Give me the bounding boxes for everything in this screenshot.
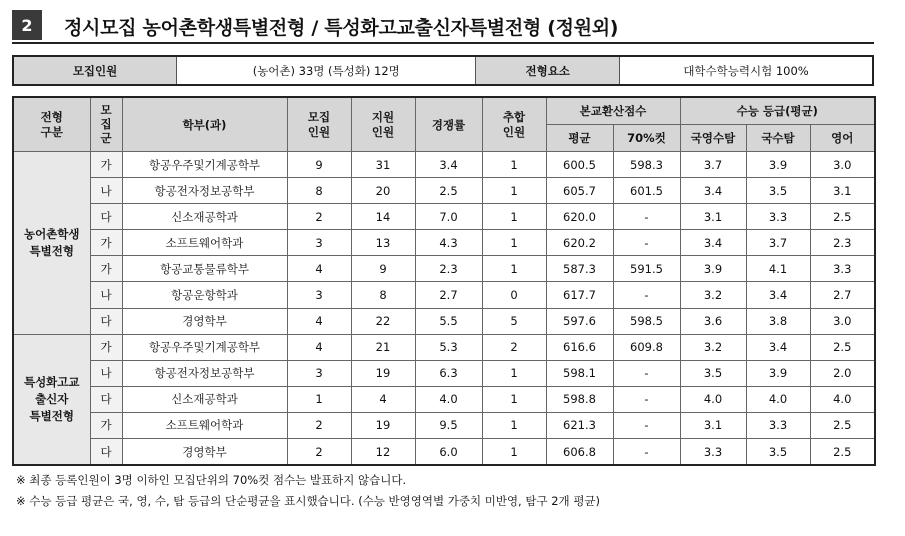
table-row (13, 412, 875, 438)
cell-avg: 600.5 (546, 152, 613, 178)
cell-eng: 2.5 (810, 412, 875, 438)
cell-dept: 항공교통물류학부 (122, 256, 287, 282)
header-eng: 영어 (810, 125, 875, 152)
cell-gun: 가 (90, 412, 122, 438)
table-row (13, 204, 875, 230)
cell-cut70: 591.5 (613, 256, 680, 282)
cell-kor-math-inq: 3.9 (680, 256, 746, 282)
cell-added: 1 (482, 360, 546, 386)
cell-dept: 항공전자정보공학부 (122, 360, 287, 386)
cell-quota: 2 (287, 439, 351, 466)
cell-eng: 3.3 (810, 256, 875, 282)
cell-added: 1 (482, 386, 546, 412)
table-row (13, 178, 875, 204)
table-row (13, 282, 875, 308)
cell-avg: 597.6 (546, 308, 613, 334)
cell-kor-math-sci: 3.5 (746, 439, 810, 466)
cell-ratio: 6.3 (415, 360, 482, 386)
cell-dept: 신소재공학과 (122, 204, 287, 230)
cell-added: 1 (482, 178, 546, 204)
cell-added: 1 (482, 439, 546, 466)
footnote: ※ 수능 등급 평균은 국, 영, 수, 탐 등급의 단순평균을 표시했습니다. (수능 반영영역별 가중치 미반영, 탐구 2개 평균) (16, 494, 601, 508)
cell-applicants: 13 (351, 230, 415, 256)
cell-cut70: - (613, 204, 680, 230)
cell-applicants: 21 (351, 334, 415, 360)
cell-gun: 나 (90, 360, 122, 386)
cell-quota: 2 (287, 412, 351, 438)
cell-eng: 2.5 (810, 204, 875, 230)
cell-avg: 620.2 (546, 230, 613, 256)
cell-eng: 2.7 (810, 282, 875, 308)
table-row (13, 334, 875, 360)
cell-quota: 2 (287, 204, 351, 230)
cell-kor-math-sci: 3.4 (746, 282, 810, 308)
cell-avg: 620.0 (546, 204, 613, 230)
table-row (13, 230, 875, 256)
cell-eng: 3.0 (810, 308, 875, 334)
cell-cut70: 598.5 (613, 308, 680, 334)
cell-ratio: 2.3 (415, 256, 482, 282)
table-row (13, 360, 875, 386)
cell-quota: 9 (287, 152, 351, 178)
cell-kor-math-sci: 3.9 (746, 152, 810, 178)
track-group-name: 농어촌학생 특별전형 (13, 152, 90, 335)
cell-applicants: 9 (351, 256, 415, 282)
cell-cut70: 598.3 (613, 152, 680, 178)
table-row (13, 308, 875, 334)
cell-kor-math-sci: 3.3 (746, 204, 810, 230)
cell-quota: 3 (287, 360, 351, 386)
cell-cut70: - (613, 412, 680, 438)
cell-dept: 소프트웨어학과 (122, 230, 287, 256)
cell-ratio: 3.4 (415, 152, 482, 178)
section-number-badge: 2 (12, 10, 42, 40)
cell-kor-math-inq: 3.3 (680, 439, 746, 466)
cell-kor-math-sci: 3.7 (746, 230, 810, 256)
cell-gun: 가 (90, 152, 122, 178)
quota-label: 모집인원 (13, 56, 177, 85)
cell-kor-math-inq: 3.1 (680, 412, 746, 438)
cell-applicants: 20 (351, 178, 415, 204)
cell-added: 1 (482, 256, 546, 282)
cell-kor-math-inq: 3.4 (680, 230, 746, 256)
cell-quota: 1 (287, 386, 351, 412)
header-kor-math-inq: 국영수탐 (680, 125, 746, 152)
cell-gun: 가 (90, 230, 122, 256)
header-added: 추합 인원 (482, 97, 546, 152)
cell-kor-math-inq: 3.4 (680, 178, 746, 204)
cell-quota: 4 (287, 334, 351, 360)
cell-kor-math-sci: 3.3 (746, 412, 810, 438)
header-applicants: 지원 인원 (351, 97, 415, 152)
cell-gun: 다 (90, 308, 122, 334)
header-track: 전형 구분 (13, 97, 90, 152)
header-avg: 평균 (546, 125, 613, 152)
element-label: 전형요소 (476, 56, 620, 85)
cell-dept: 항공전자정보공학부 (122, 178, 287, 204)
cell-gun: 다 (90, 439, 122, 466)
cell-avg: 598.8 (546, 386, 613, 412)
cell-ratio: 2.5 (415, 178, 482, 204)
cell-quota: 3 (287, 282, 351, 308)
table-row (13, 439, 875, 466)
cell-kor-math-inq: 3.7 (680, 152, 746, 178)
cell-ratio: 2.7 (415, 282, 482, 308)
cell-gun: 다 (90, 386, 122, 412)
cell-dept: 경영학부 (122, 439, 287, 466)
section-header (12, 10, 874, 44)
cell-added: 1 (482, 152, 546, 178)
cell-ratio: 4.0 (415, 386, 482, 412)
header-quota: 모집 인원 (287, 97, 351, 152)
header-cut70: 70%컷 (613, 125, 680, 152)
cell-added: 1 (482, 204, 546, 230)
header-kor-math-sci: 국수탐 (746, 125, 810, 152)
header-dept: 학부(과) (122, 97, 287, 152)
cell-applicants: 4 (351, 386, 415, 412)
cell-applicants: 12 (351, 439, 415, 466)
cell-cut70: - (613, 439, 680, 466)
cell-kor-math-sci: 3.9 (746, 360, 810, 386)
footnote: ※ 최종 등록인원이 3명 이하인 모집단위의 70%컷 점수는 발표하지 않습니다. (16, 473, 407, 487)
cell-added: 0 (482, 282, 546, 308)
cell-eng: 4.0 (810, 386, 875, 412)
cell-quota: 4 (287, 256, 351, 282)
summary-table (12, 55, 874, 86)
cell-avg: 621.3 (546, 412, 613, 438)
cell-quota: 8 (287, 178, 351, 204)
cell-avg: 617.7 (546, 282, 613, 308)
cell-gun: 다 (90, 204, 122, 230)
cell-dept: 항공운항학과 (122, 282, 287, 308)
cell-kor-math-sci: 3.8 (746, 308, 810, 334)
cell-avg: 598.1 (546, 360, 613, 386)
cell-applicants: 8 (351, 282, 415, 308)
cell-eng: 2.3 (810, 230, 875, 256)
cell-cut70: - (613, 360, 680, 386)
cell-dept: 소프트웨어학과 (122, 412, 287, 438)
header-gun: 모집군 (90, 97, 122, 152)
quota-value: (농어촌) 33명 (특성화) 12명 (177, 56, 476, 85)
cell-quota: 3 (287, 230, 351, 256)
table-row (13, 386, 875, 412)
cell-applicants: 19 (351, 412, 415, 438)
cell-kor-math-inq: 3.5 (680, 360, 746, 386)
cell-ratio: 9.5 (415, 412, 482, 438)
header-score-group: 본교환산점수 (546, 97, 680, 125)
cell-eng: 2.5 (810, 439, 875, 466)
cell-applicants: 22 (351, 308, 415, 334)
cell-eng: 3.1 (810, 178, 875, 204)
cell-dept: 경영학부 (122, 308, 287, 334)
cell-cut70: - (613, 386, 680, 412)
cell-added: 2 (482, 334, 546, 360)
cell-kor-math-inq: 3.6 (680, 308, 746, 334)
cell-added: 1 (482, 412, 546, 438)
table-row (13, 256, 875, 282)
header-ratio: 경쟁률 (415, 97, 482, 152)
cell-kor-math-inq: 3.2 (680, 282, 746, 308)
cell-kor-math-sci: 3.5 (746, 178, 810, 204)
cell-eng: 2.0 (810, 360, 875, 386)
cell-ratio: 7.0 (415, 204, 482, 230)
track-group-name: 특성화고교 출신자 특별전형 (13, 334, 90, 465)
cell-applicants: 19 (351, 360, 415, 386)
cell-applicants: 31 (351, 152, 415, 178)
footnotes (16, 470, 600, 512)
cell-cut70: - (613, 282, 680, 308)
cell-ratio: 4.3 (415, 230, 482, 256)
cell-added: 5 (482, 308, 546, 334)
cell-applicants: 14 (351, 204, 415, 230)
cell-gun: 가 (90, 256, 122, 282)
cell-eng: 2.5 (810, 334, 875, 360)
cell-avg: 616.6 (546, 334, 613, 360)
cell-dept: 항공우주및기계공학부 (122, 152, 287, 178)
admission-results-table (12, 96, 876, 466)
cell-quota: 4 (287, 308, 351, 334)
cell-ratio: 5.5 (415, 308, 482, 334)
section-title: 정시모집 농어촌학생특별전형 / 특성화고교출신자특별전형 (정원외) (64, 17, 619, 39)
cell-gun: 가 (90, 334, 122, 360)
cell-avg: 606.8 (546, 439, 613, 466)
cell-dept: 항공우주및기계공학부 (122, 334, 287, 360)
cell-eng: 3.0 (810, 152, 875, 178)
cell-kor-math-sci: 4.0 (746, 386, 810, 412)
cell-gun: 나 (90, 178, 122, 204)
cell-cut70: 609.8 (613, 334, 680, 360)
cell-cut70: 601.5 (613, 178, 680, 204)
cell-kor-math-sci: 4.1 (746, 256, 810, 282)
cell-gun: 나 (90, 282, 122, 308)
cell-dept: 신소재공학과 (122, 386, 287, 412)
cell-kor-math-inq: 4.0 (680, 386, 746, 412)
cell-kor-math-inq: 3.2 (680, 334, 746, 360)
element-value: 대학수학능력시험 100% (620, 56, 873, 85)
cell-kor-math-inq: 3.1 (680, 204, 746, 230)
header-grade-group: 수능 등급(평균) (680, 97, 875, 125)
cell-avg: 605.7 (546, 178, 613, 204)
table-body (13, 152, 875, 466)
cell-kor-math-sci: 3.4 (746, 334, 810, 360)
cell-cut70: - (613, 230, 680, 256)
cell-avg: 587.3 (546, 256, 613, 282)
cell-added: 1 (482, 230, 546, 256)
table-row (13, 152, 875, 178)
cell-ratio: 6.0 (415, 439, 482, 466)
cell-ratio: 5.3 (415, 334, 482, 360)
